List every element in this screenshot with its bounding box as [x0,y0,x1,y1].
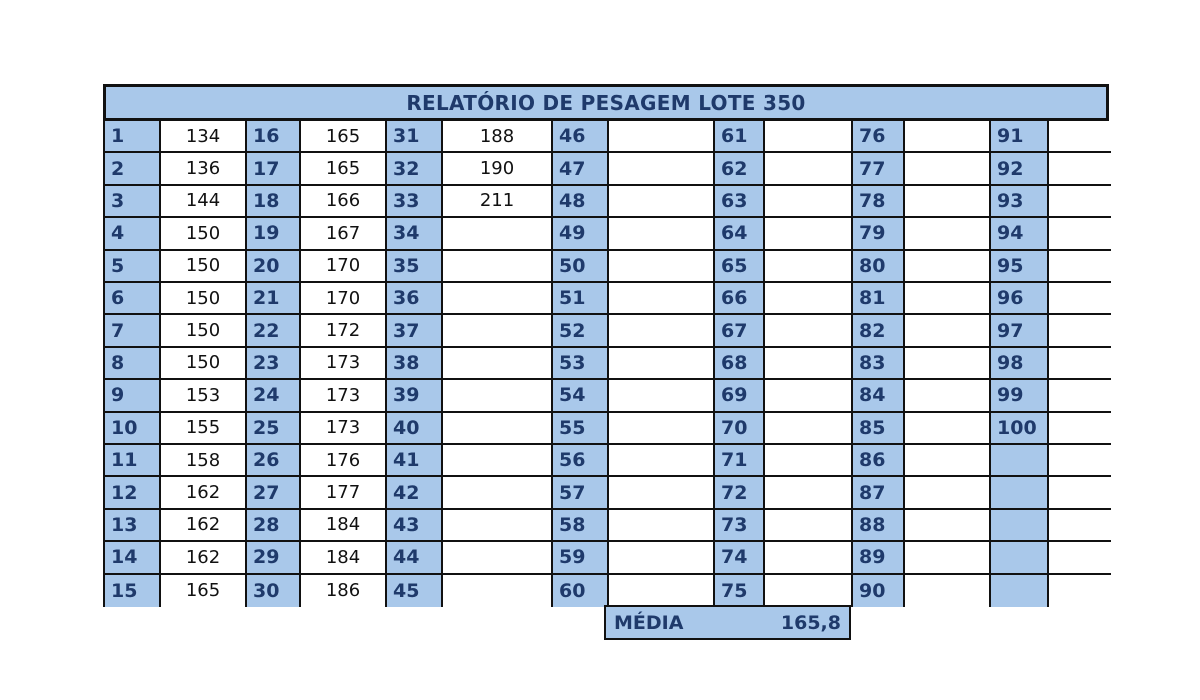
animal-number-cell: 34 [387,218,443,250]
weight-cell: 170 [301,251,387,283]
animal-number-cell: 10 [105,413,161,445]
animal-number-cell: 35 [387,251,443,283]
animal-number-cell: 81 [853,283,905,315]
animal-number-cell: 52 [553,315,609,347]
weight-cell [765,121,853,153]
animal-number-cell: 83 [853,348,905,380]
weight-cell [905,153,991,185]
animal-number-cell [991,510,1049,542]
weight-cell [765,445,853,477]
weight-cell [905,542,991,574]
animal-number-cell: 38 [387,348,443,380]
animal-number-cell: 95 [991,251,1049,283]
animal-number-cell: 4 [105,218,161,250]
average-value: 165,8 [780,611,841,634]
weight-cell [905,348,991,380]
animal-number-cell: 99 [991,380,1049,412]
animal-number-cell: 85 [853,413,905,445]
weight-cell [905,445,991,477]
animal-number-cell: 91 [991,121,1049,153]
weight-cell: 144 [161,186,247,218]
animal-number-cell [991,477,1049,509]
report-title: RELATÓRIO DE PESAGEM LOTE 350 [103,84,1109,121]
weight-cell [765,542,853,574]
animal-number-cell: 59 [553,542,609,574]
weight-cell [905,315,991,347]
weight-cell: 188 [443,121,553,153]
animal-number-cell: 93 [991,186,1049,218]
weight-cell: 150 [161,251,247,283]
weight-cell: 155 [161,413,247,445]
weight-cell: 136 [161,153,247,185]
weight-cell [1049,315,1111,347]
animal-number-cell: 12 [105,477,161,509]
weight-cell [443,218,553,250]
animal-number-cell: 15 [105,575,161,607]
animal-number-cell: 98 [991,348,1049,380]
animal-number-cell: 18 [247,186,301,218]
weight-cell: 177 [301,477,387,509]
animal-number-cell: 64 [715,218,765,250]
weight-cell [905,121,991,153]
animal-number-cell: 8 [105,348,161,380]
animal-number-cell: 17 [247,153,301,185]
weight-cell: 173 [301,413,387,445]
average-label: MÉDIA [614,611,684,634]
animal-number-cell: 87 [853,477,905,509]
animal-number-cell: 29 [247,542,301,574]
weight-cell: 162 [161,542,247,574]
weight-cell: 190 [443,153,553,185]
animal-number-cell: 3 [105,186,161,218]
weight-cell [765,380,853,412]
animal-number-cell: 68 [715,348,765,380]
animal-number-cell: 2 [105,153,161,185]
weight-cell: 186 [301,575,387,607]
weight-cell [443,510,553,542]
weight-cell [443,575,553,607]
animal-number-cell: 71 [715,445,765,477]
animal-number-cell: 39 [387,380,443,412]
average-box [604,605,851,640]
animal-number-cell: 61 [715,121,765,153]
weight-cell: 172 [301,315,387,347]
weight-cell: 153 [161,380,247,412]
animal-number-cell: 28 [247,510,301,542]
animal-number-cell: 62 [715,153,765,185]
weight-cell [1049,445,1111,477]
weight-cell [443,542,553,574]
weight-cell: 150 [161,348,247,380]
animal-number-cell: 43 [387,510,443,542]
weight-cell [443,251,553,283]
animal-number-cell: 9 [105,380,161,412]
weight-cell [609,445,715,477]
weight-cell [609,542,715,574]
weight-cell: 150 [161,315,247,347]
animal-number-cell: 46 [553,121,609,153]
animal-number-cell: 45 [387,575,443,607]
animal-number-cell: 19 [247,218,301,250]
animal-number-cell: 50 [553,251,609,283]
animal-number-cell: 31 [387,121,443,153]
weight-cell: 134 [161,121,247,153]
animal-number-cell: 100 [991,413,1049,445]
weight-cell [765,413,853,445]
animal-number-cell: 80 [853,251,905,283]
weight-cell [609,348,715,380]
weight-cell [609,251,715,283]
animal-number-cell: 82 [853,315,905,347]
weight-cell [443,413,553,445]
weight-cell [765,218,853,250]
weight-cell [905,283,991,315]
animal-number-cell: 23 [247,348,301,380]
weight-cell [443,445,553,477]
weight-cell [905,413,991,445]
weight-cell: 158 [161,445,247,477]
weight-cell [905,251,991,283]
weight-cell: 176 [301,445,387,477]
animal-number-cell: 76 [853,121,905,153]
animal-number-cell: 55 [553,413,609,445]
animal-number-cell: 96 [991,283,1049,315]
animal-number-cell: 20 [247,251,301,283]
animal-number-cell: 44 [387,542,443,574]
animal-number-cell: 13 [105,510,161,542]
animal-number-cell: 63 [715,186,765,218]
animal-number-cell: 33 [387,186,443,218]
weight-cell: 173 [301,380,387,412]
weight-cell: 166 [301,186,387,218]
weight-cell [1049,348,1111,380]
animal-number-cell: 26 [247,445,301,477]
animal-number-cell: 78 [853,186,905,218]
weight-cell [765,283,853,315]
weight-cell [905,186,991,218]
animal-number-cell: 14 [105,542,161,574]
animal-number-cell: 27 [247,477,301,509]
animal-number-cell [991,542,1049,574]
animal-number-cell: 36 [387,283,443,315]
animal-number-cell: 51 [553,283,609,315]
weight-cell: 184 [301,510,387,542]
weight-cell [443,348,553,380]
weight-cell [609,510,715,542]
weight-cell [765,315,853,347]
animal-number-cell [991,575,1049,607]
animal-number-cell: 75 [715,575,765,607]
animal-number-cell: 48 [553,186,609,218]
weight-cell: 211 [443,186,553,218]
animal-number-cell: 11 [105,445,161,477]
weight-cell [609,186,715,218]
animal-number-cell: 32 [387,153,443,185]
weight-cell [765,251,853,283]
animal-number-cell: 89 [853,542,905,574]
weight-cell [609,153,715,185]
weight-cell [905,218,991,250]
animal-number-cell: 66 [715,283,765,315]
animal-number-cell: 42 [387,477,443,509]
weight-cell: 167 [301,218,387,250]
weight-cell [1049,283,1111,315]
weight-cell [1049,186,1111,218]
weight-cell [1049,121,1111,153]
animal-number-cell: 70 [715,413,765,445]
weight-cell: 165 [161,575,247,607]
animal-number-cell: 54 [553,380,609,412]
weight-cell: 170 [301,283,387,315]
animal-number-cell: 30 [247,575,301,607]
animal-number-cell: 69 [715,380,765,412]
animal-number-cell: 25 [247,413,301,445]
weight-cell [1049,218,1111,250]
weight-cell [905,477,991,509]
weight-cell [765,348,853,380]
weight-cell [609,283,715,315]
animal-number-cell: 77 [853,153,905,185]
animal-number-cell: 97 [991,315,1049,347]
animal-number-cell: 73 [715,510,765,542]
weight-cell [765,186,853,218]
weight-cell [1049,542,1111,574]
animal-number-cell: 92 [991,153,1049,185]
weight-cell [765,477,853,509]
animal-number-cell: 94 [991,218,1049,250]
animal-number-cell: 53 [553,348,609,380]
weight-cell [1049,380,1111,412]
animal-number-cell: 24 [247,380,301,412]
animal-number-cell: 6 [105,283,161,315]
animal-number-cell: 67 [715,315,765,347]
weight-cell [1049,153,1111,185]
weight-cell: 173 [301,348,387,380]
weight-cell [905,575,991,607]
animal-number-cell: 79 [853,218,905,250]
animal-number-cell: 60 [553,575,609,607]
animal-number-cell: 16 [247,121,301,153]
animal-number-cell: 47 [553,153,609,185]
weight-cell [1049,477,1111,509]
weight-cell [1049,575,1111,607]
weight-cell [905,510,991,542]
weight-cell [905,380,991,412]
animal-number-cell: 40 [387,413,443,445]
weight-cell: 162 [161,477,247,509]
weight-cell [609,380,715,412]
animal-number-cell: 72 [715,477,765,509]
weight-cell [765,510,853,542]
weight-cell [443,283,553,315]
weight-cell [443,315,553,347]
animal-number-cell: 22 [247,315,301,347]
animal-number-cell: 90 [853,575,905,607]
weight-cell: 150 [161,283,247,315]
animal-number-cell: 84 [853,380,905,412]
weight-cell [1049,251,1111,283]
animal-number-cell: 37 [387,315,443,347]
animal-number-cell: 58 [553,510,609,542]
animal-number-cell [991,445,1049,477]
weight-cell: 165 [301,153,387,185]
weight-cell [609,575,715,607]
weight-cell: 162 [161,510,247,542]
animal-number-cell: 56 [553,445,609,477]
weight-cell [443,477,553,509]
animal-number-cell: 21 [247,283,301,315]
weight-cell [609,315,715,347]
weight-cell [765,575,853,607]
weight-cell [609,121,715,153]
weight-cell [443,380,553,412]
animal-number-cell: 86 [853,445,905,477]
weight-cell: 184 [301,542,387,574]
weight-cell [609,218,715,250]
weight-cell [1049,413,1111,445]
animal-number-cell: 41 [387,445,443,477]
animal-number-cell: 65 [715,251,765,283]
weighing-grid [103,121,1109,607]
animal-number-cell: 88 [853,510,905,542]
weight-cell [1049,510,1111,542]
weight-cell [609,413,715,445]
animal-number-cell: 74 [715,542,765,574]
weight-cell [765,153,853,185]
weight-cell [609,477,715,509]
animal-number-cell: 5 [105,251,161,283]
weight-cell: 150 [161,218,247,250]
animal-number-cell: 49 [553,218,609,250]
animal-number-cell: 7 [105,315,161,347]
animal-number-cell: 1 [105,121,161,153]
animal-number-cell: 57 [553,477,609,509]
weight-cell: 165 [301,121,387,153]
